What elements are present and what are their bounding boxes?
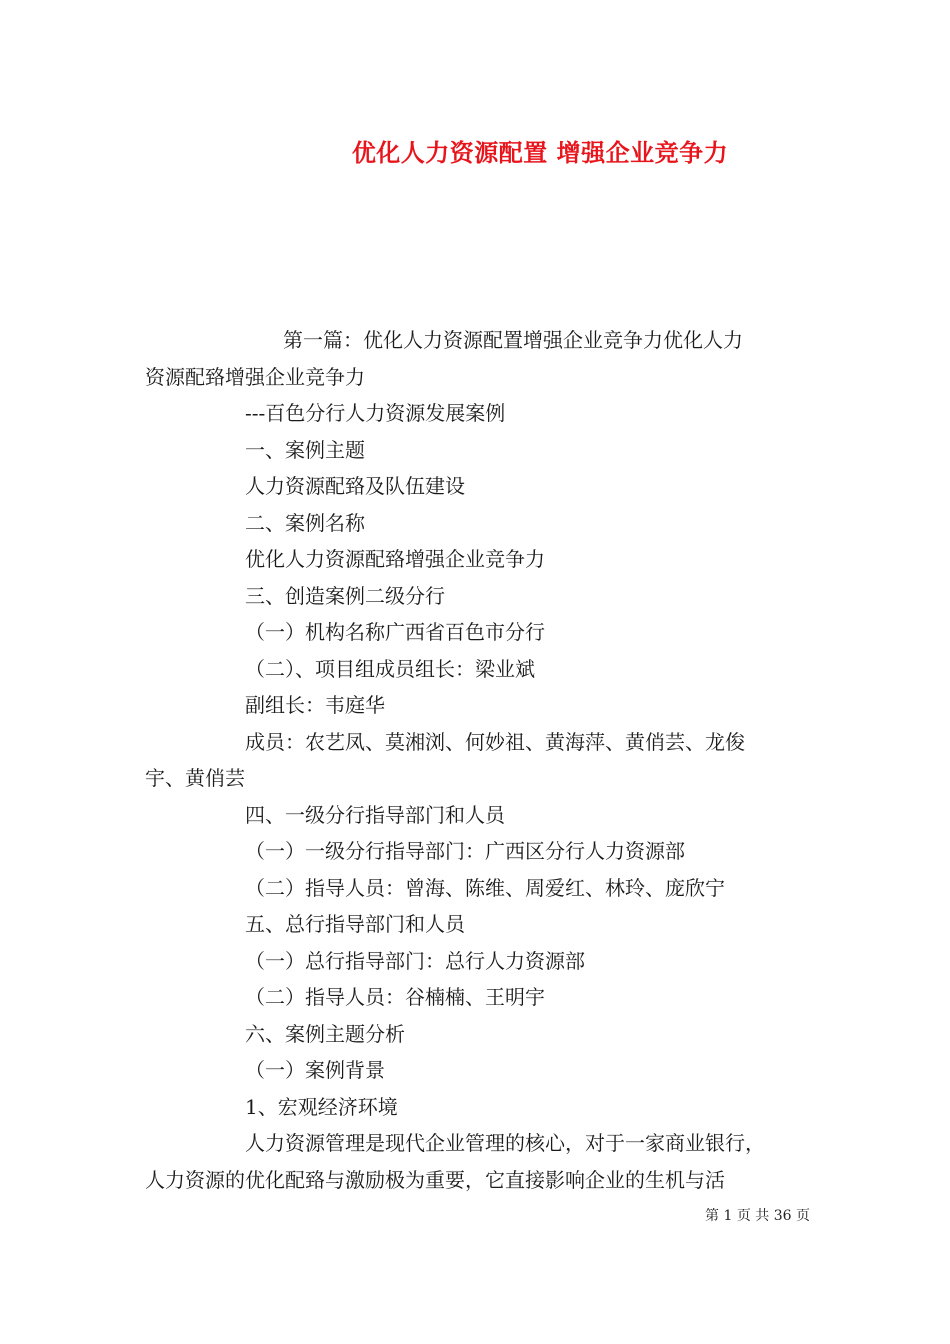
document-body xyxy=(145,322,810,1198)
paragraph-line: 资源配臵增强企业竞争力 xyxy=(145,364,365,389)
section-heading: 四、一级分行指导部门和人员 xyxy=(245,802,505,827)
document-title: 优化人力资源配置 增强企业竞争力 xyxy=(351,138,729,167)
paragraph-line: 人力资源管理是现代企业管理的核心，对于一家商业银行， xyxy=(245,1131,765,1155)
text-line: ---百色分行人力资源发展案例 xyxy=(245,401,506,425)
page-number: 第 1 页 共 36 页 xyxy=(705,1208,810,1224)
text-line: （一）总行指导部门：总行人力资源部 xyxy=(245,948,585,973)
text-line: 人力资源配臵及队伍建设 xyxy=(245,474,465,498)
paragraph-line: 第一篇：优化人力资源配置增强企业竞争力优化人力 xyxy=(283,328,743,352)
section-heading: 二、案例名称 xyxy=(245,510,365,535)
members-line: 宇、黄俏芸 xyxy=(145,766,245,790)
text-line: （一）一级分行指导部门：广西区分行人力资源部 xyxy=(245,839,685,863)
text-line: 副组长：韦庭华 xyxy=(245,693,385,717)
text-line: （一）案例背景 xyxy=(245,1058,385,1082)
members-line: 成员：农艺凤、莫湘浏、何妙祖、黄海萍、黄俏芸、龙俊 xyxy=(245,729,745,754)
section-heading: 五、总行指导部门和人员 xyxy=(245,912,465,936)
paragraph-line: 人力资源的优化配臵与激励极为重要，它直接影响企业的生机与活 xyxy=(145,1167,725,1192)
text-line: （一）机构名称广西省百色市分行 xyxy=(245,620,545,644)
text-line: 优化人力资源配臵增强企业竞争力 xyxy=(245,547,545,571)
text-line: （二）、项目组成员组长：梁业斌 xyxy=(245,656,535,681)
section-heading: 六、案例主题分析 xyxy=(245,1021,405,1046)
section-heading: 三、创造案例二级分行 xyxy=(245,583,445,608)
section-heading: 一、案例主题 xyxy=(245,437,365,462)
text-line: （二）指导人员：曾海、陈维、周爱红、林玲、庞欣宁 xyxy=(245,875,725,900)
text-line: （二）指导人员：谷楠楠、王明宇 xyxy=(245,985,545,1009)
text-line: 1、宏观经济环境 xyxy=(245,1094,398,1119)
